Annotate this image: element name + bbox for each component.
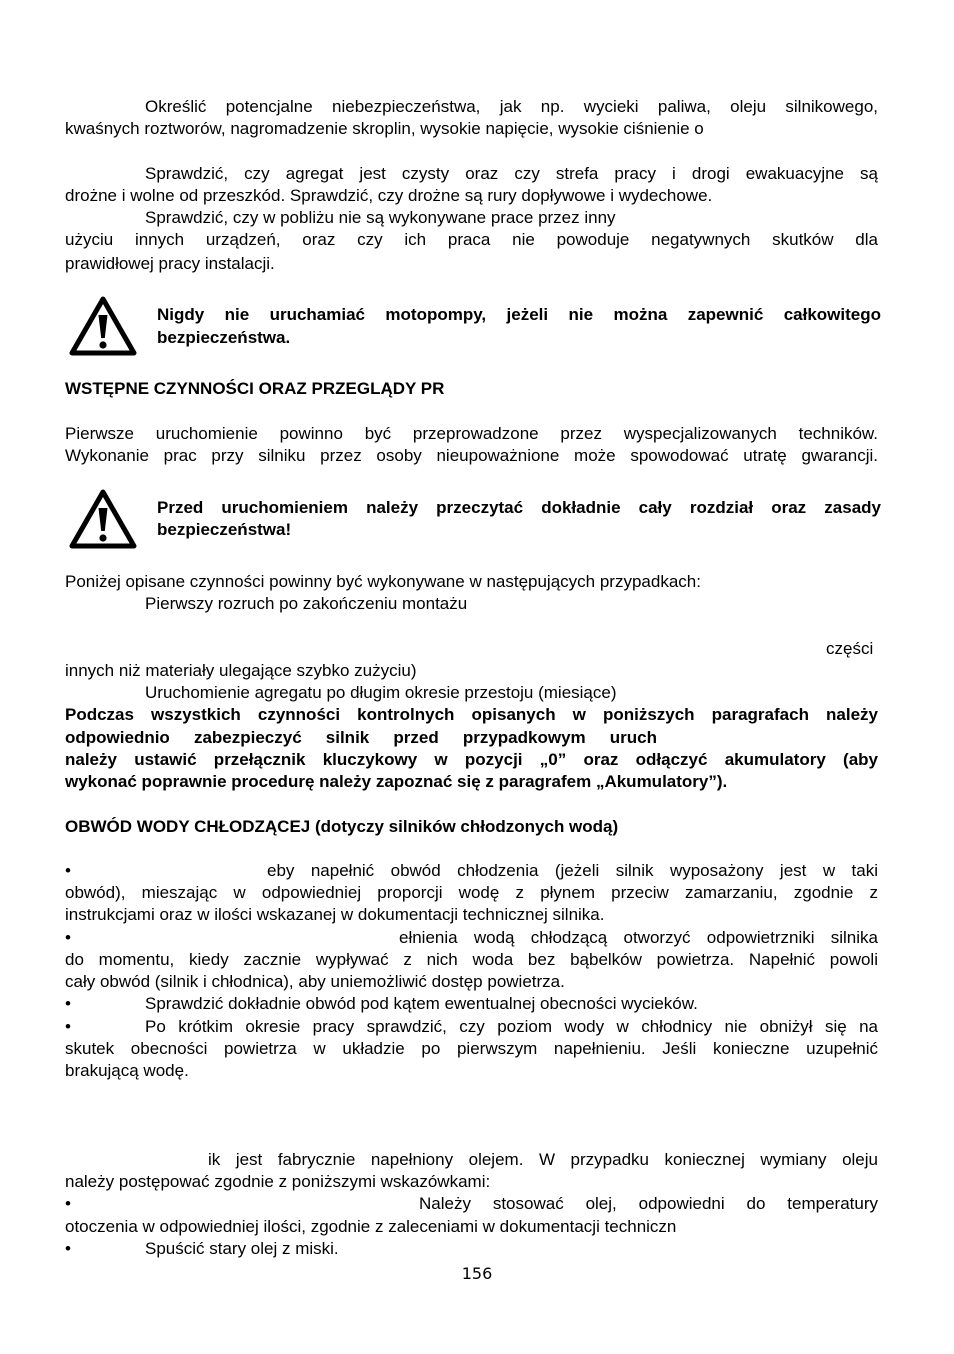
notice-text: Podczas wszystkich czynności kontrolnych opisanych w poniższych paragrafach należy	[65, 705, 878, 724]
text-line: Sprawdzić dokładnie obwód pod kątem ewentualnej obecności wycieków.	[145, 994, 698, 1013]
text-line: Określić potencjalne niebezpieczeństwa, jak np. wycieki paliwa, oleju silnikowego,	[145, 97, 878, 116]
page-number: 156	[461, 1264, 493, 1283]
text-line: należy postępować zgodnie z poniższymi wskazówkami:	[65, 1172, 491, 1191]
notice-text: należy ustawić przełącznik kluczykowy w pozycji „0” oraz odłączyć akumulatory (aby	[65, 750, 878, 769]
text-line: obwód), mieszając w odpowiedniej proporcji wodę z płynem przeciw zamarzaniu, zgodnie z	[65, 883, 878, 902]
text-line: użyciu innych urządzeń, oraz czy ich praca nie powoduje negatywnych skutków dla	[65, 230, 878, 249]
text-line: części	[826, 639, 874, 658]
text-line: Po krótkim okresie pracy sprawdzić, czy poziom wody w chłodnicy nie obniżył się na	[145, 1017, 878, 1036]
text-line: eby napełnić obwód chłodzenia (jeżeli silnik wyposażony jest w taki	[267, 861, 878, 880]
text-line: skutek obecności powietrza w układzie po pierwszym napełnieniu. Jeśli konieczne uzupełnić	[65, 1039, 878, 1058]
text-line: ik jest fabrycznie napełniony olejem. W przypadku koniecznej wymiany oleju	[208, 1150, 878, 1169]
text-line: instrukcjami oraz w ilości wskazanej w dokumentacji technicznej silnika.	[65, 905, 605, 924]
list-item: Uruchomienie agregatu po długim okresie przestoju (miesiące)	[145, 683, 617, 702]
bullet: •	[65, 861, 71, 880]
bullet: •	[65, 1194, 71, 1213]
text-line: prawidłowej pracy instalacji.	[65, 254, 275, 273]
text-line: Poniżej opisane czynności powinny być wykonywane w następujących przypadkach:	[65, 572, 701, 591]
bullet: •	[65, 1239, 71, 1258]
text-line: Spuścić stary olej z miski.	[145, 1239, 339, 1258]
text-line: brakującą wodę.	[65, 1061, 189, 1080]
warning-text: Przed uruchomieniem należy przeczytać dokładnie cały rozdział oraz zasady	[157, 498, 881, 517]
text-line: innych niż materiały ulegające szybko zużyciu)	[65, 661, 417, 680]
bullet: •	[65, 994, 71, 1013]
bullet: •	[65, 928, 71, 947]
text-line: kwaśnych roztworów, nagromadzenie skroplin, wysokie napięcie, wysokie ciśnienie o	[65, 119, 704, 138]
list-item: Pierwszy rozruch po zakończeniu montażu	[145, 594, 468, 613]
warning-triangle-icon	[68, 488, 138, 550]
text-line: ełnienia wodą chłodzącą otworzyć odpowietrzniki silnika	[399, 928, 878, 947]
text-line: cały obwód (silnik i chłodnica), aby uniemożliwić dostęp powietrza.	[65, 972, 565, 991]
text-line: do momentu, kiedy zacznie wypływać z nich woda bez bąbelków powietrza. Napełnić powoli	[65, 950, 878, 969]
warning-text: bezpieczeństwa!	[157, 520, 292, 539]
warning-text: Nigdy nie uruchamiać motopompy, jeżeli nie można zapewnić całkowitego	[157, 305, 881, 324]
notice-text: wykonać poprawnie procedurę należy zapoznać się z paragrafem „Akumulatory”).	[65, 772, 728, 791]
text-line: Wykonanie prac przy silniku przez osoby nieupoważnione może spowodować utratę gwarancji.	[65, 446, 878, 465]
warning-triangle-icon	[68, 295, 138, 357]
bullet: •	[65, 1017, 71, 1036]
notice-text: odpowiednio zabezpieczyć silnik przed przypadkowym uruch	[65, 728, 657, 747]
text-line: drożne i wolne od przeszkód. Sprawdzić, czy drożne są rury dopływowe i wydechowe.	[65, 186, 713, 205]
text-line: Należy stosować olej, odpowiedni do temperatury	[419, 1194, 878, 1213]
text-line: Sprawdzić, czy w pobliżu nie są wykonywane prace przez inny	[145, 208, 616, 227]
text-line: otoczenia w odpowiedniej ilości, zgodnie z zaleceniami w dokumentacji techniczn	[65, 1217, 677, 1236]
text-line: Pierwsze uruchomienie powinno być przeprowadzone przez wyspecjalizowanych techników.	[65, 424, 878, 443]
text-line: Sprawdzić, czy agregat jest czysty oraz czy strefa pracy i drogi ewakuacyjne są	[145, 164, 878, 183]
section-heading: WSTĘPNE CZYNNOŚCI ORAZ PRZEGLĄDY PR	[65, 379, 445, 398]
section-heading: OBWÓD WODY CHŁODZĄCEJ (dotyczy silników chłodzonych wodą)	[65, 817, 619, 836]
warning-text: bezpieczeństwa.	[157, 328, 291, 347]
